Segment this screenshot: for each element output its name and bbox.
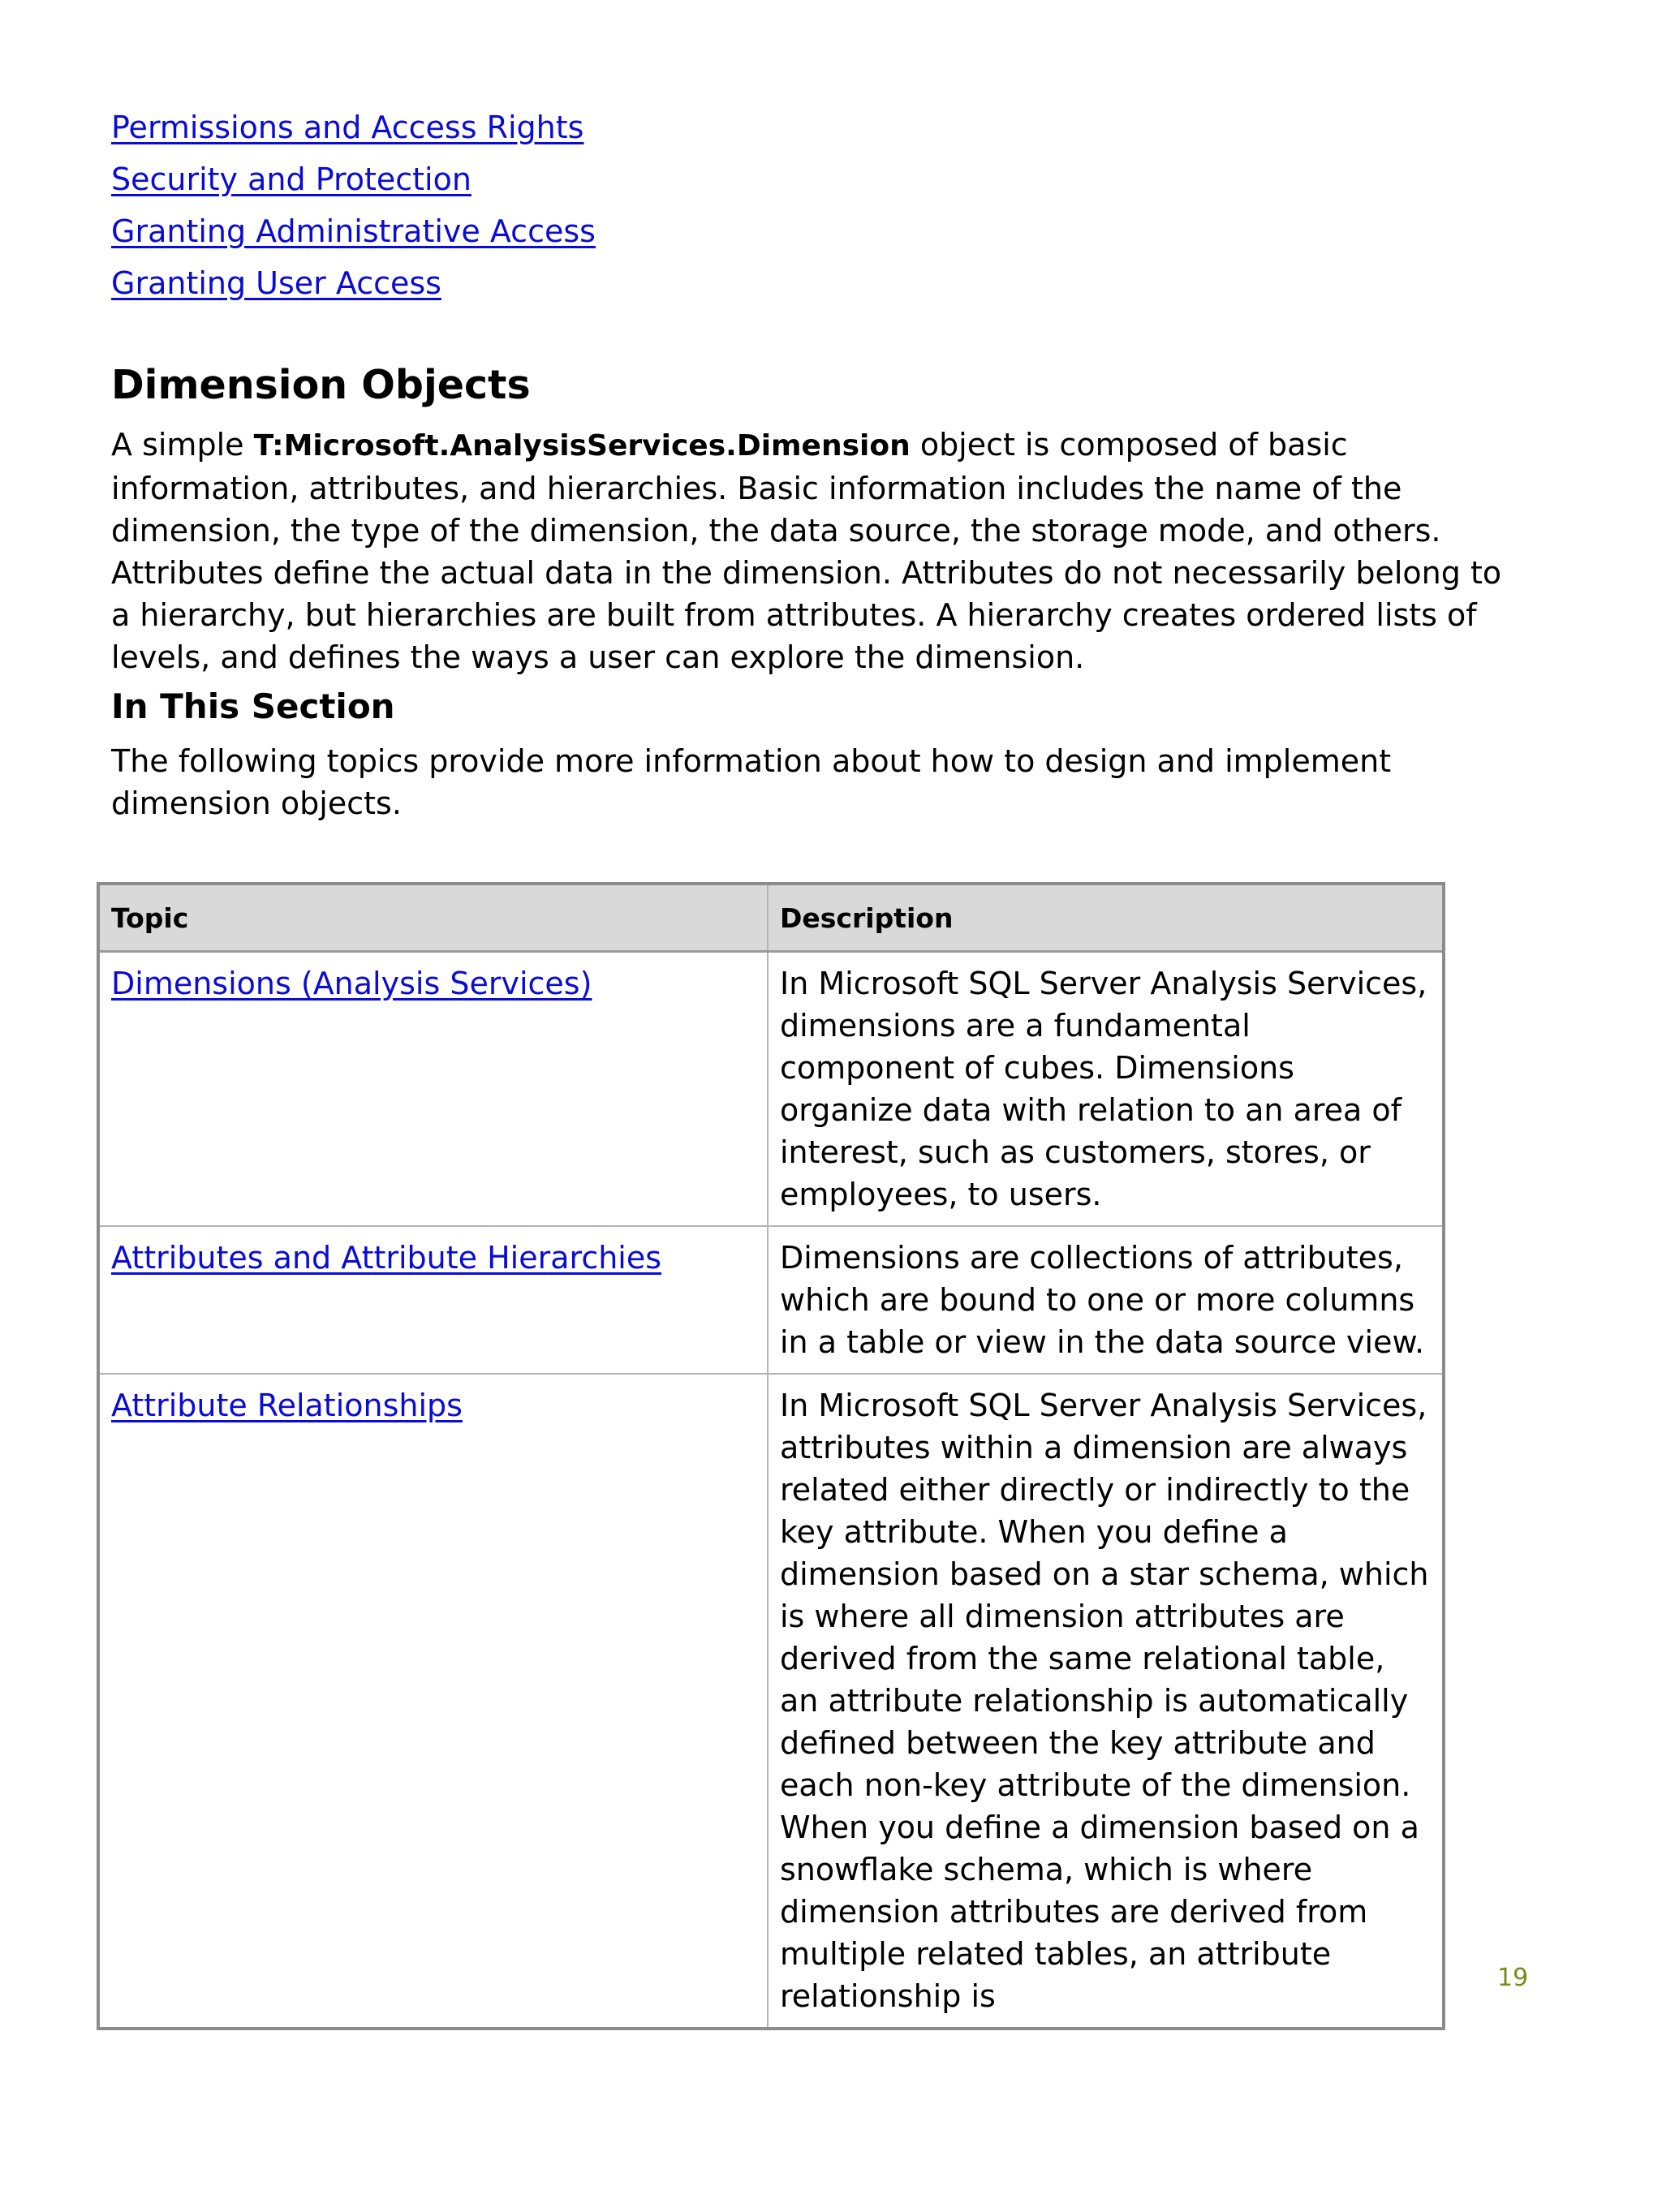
page-number: 19 bbox=[1497, 1964, 1529, 1992]
intro-prefix: A simple bbox=[111, 427, 254, 463]
intro-suffix: object is composed of basic information, attributes, and hierarchies. Basic information includes the name of the dimension, the type of the dimension, the data source, the storage mode, and others. Attributes define the actual data in the dimension. Attributes do not necessarily belong to a hierarchy, but hierarchies are built from attributes. A hierarchy creates ordered lists of levels, and defines the ways a user can explore the dimension. bbox=[111, 427, 1502, 675]
topic-cell bbox=[98, 952, 768, 1227]
table-row bbox=[98, 952, 1444, 1227]
topic-link-attribute-relationships[interactable]: Attribute Relationships bbox=[111, 1388, 463, 1423]
topic-link-dimensions[interactable]: Dimensions (Analysis Services) bbox=[111, 966, 592, 1001]
link-item bbox=[111, 205, 596, 257]
section-heading: In This Section bbox=[111, 686, 395, 726]
intro-paragraph bbox=[111, 424, 1523, 678]
page-title: Dimension Objects bbox=[111, 362, 531, 408]
link-item bbox=[111, 101, 596, 153]
link-granting-administrative-access[interactable]: Granting Administrative Access bbox=[111, 213, 596, 249]
column-header-description: Description bbox=[768, 884, 1444, 952]
description-cell: Dimensions are collections of attributes, which are bound to one or more columns in a table or view in the data source view. bbox=[768, 1226, 1444, 1374]
section-paragraph: The following topics provide more information about how to design and implement dimension objects. bbox=[111, 743, 1392, 821]
link-item bbox=[111, 257, 596, 309]
topic-cell bbox=[98, 1374, 768, 2029]
column-header-topic: Topic bbox=[98, 884, 768, 952]
description-cell: In Microsoft SQL Server Analysis Services, dimensions are a fundamental component of cubes. Dimensions organize data with relation to an area of interest, such as customers, stores, or employees, to users. bbox=[768, 952, 1444, 1227]
intro-code-reference: T:Microsoft.AnalysisServices.Dimension bbox=[253, 429, 911, 463]
table-row bbox=[98, 1226, 1444, 1374]
table-row bbox=[98, 1374, 1444, 2029]
table-header-row bbox=[98, 884, 1444, 952]
link-permissions-and-access-rights[interactable]: Permissions and Access Rights bbox=[111, 110, 584, 145]
link-granting-user-access[interactable]: Granting User Access bbox=[111, 265, 441, 301]
topic-link-attributes[interactable]: Attributes and Attribute Hierarchies bbox=[111, 1240, 662, 1276]
link-item bbox=[111, 153, 596, 205]
topics-table bbox=[97, 882, 1445, 2030]
related-links-list bbox=[111, 101, 596, 309]
link-security-and-protection[interactable]: Security and Protection bbox=[111, 161, 471, 197]
topic-cell bbox=[98, 1226, 768, 1374]
description-cell: In Microsoft SQL Server Analysis Services, attributes within a dimension are always related either directly or indirectly to the key attribute. When you define a dimension based on a star schema, which is where all dimension attributes are derived from the same relational table, an attribute relationship is automatically defined between the key attribute and each non-key attribute of the dimension. When you define a dimension based on a snowflake schema, which is where dimension attributes are derived from multiple related tables, an attribute relationship is bbox=[768, 1374, 1444, 2029]
